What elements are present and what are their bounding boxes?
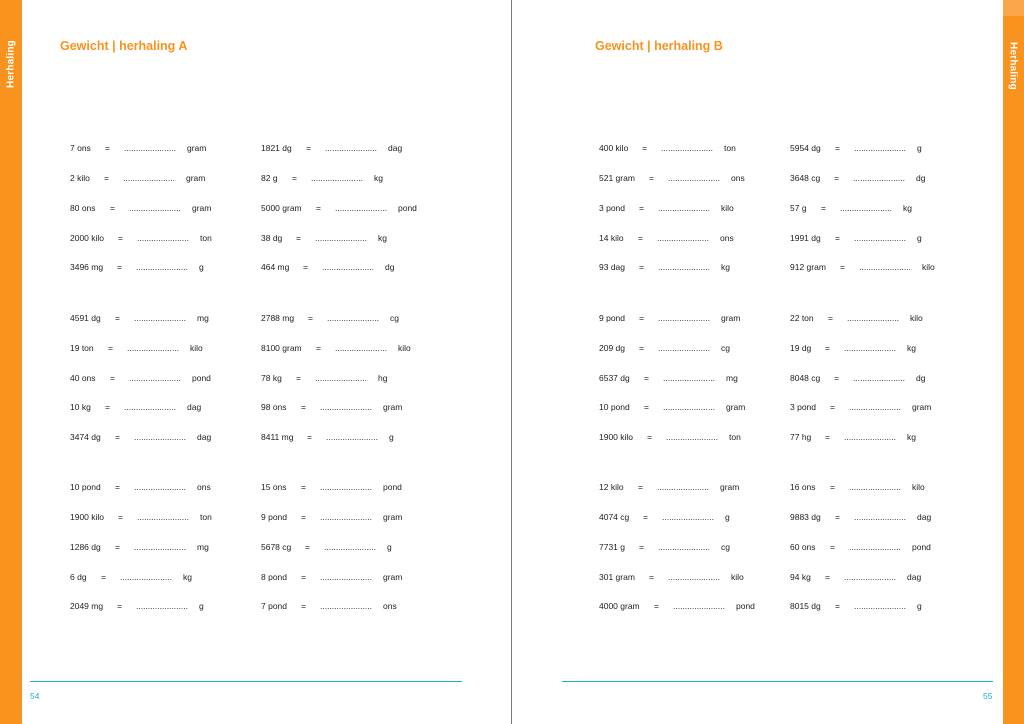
exercise-target-unit: kg <box>378 233 387 243</box>
equals-sign: = <box>642 143 647 153</box>
exercise-target-unit: gram <box>192 203 212 213</box>
equals-sign: = <box>639 542 644 552</box>
exercise-target-unit: kg <box>374 173 383 183</box>
exercise-target-unit: gram <box>186 173 206 183</box>
exercise-amount: 464 mg <box>261 262 290 272</box>
answer-blank[interactable]: ...................... <box>854 512 906 522</box>
exercise-amount: 8100 gram <box>261 343 302 353</box>
exercise-target-unit: ton <box>200 233 212 243</box>
answer-blank[interactable]: ...................... <box>134 432 186 442</box>
equals-sign: = <box>830 542 835 552</box>
exercise-amount: 19 dg <box>790 343 812 353</box>
equals-sign: = <box>308 313 313 323</box>
exercise-amount: 2049 mg <box>70 601 104 611</box>
exercise-amount: 4074 cg <box>599 512 630 522</box>
exercise-amount: 1286 dg <box>70 542 101 552</box>
answer-blank[interactable]: ...................... <box>853 173 905 183</box>
equals-sign: = <box>110 373 115 383</box>
equals-sign: = <box>840 262 845 272</box>
exercise-amount: 16 ons <box>790 482 816 492</box>
answer-blank[interactable]: ...................... <box>663 373 715 383</box>
answer-blank[interactable]: ...................... <box>324 542 376 552</box>
answer-blank[interactable]: ...................... <box>658 203 710 213</box>
exercise-amount: 80 ons <box>70 203 96 213</box>
equals-sign: = <box>649 173 654 183</box>
exercise-target-unit: kg <box>907 343 916 353</box>
exercise-amount: 57 g <box>790 203 807 213</box>
exercise-amount: 10 pond <box>70 482 101 492</box>
answer-blank[interactable]: ...................... <box>657 482 709 492</box>
exercise-amount: 10 kg <box>70 402 91 412</box>
equals-sign: = <box>821 203 826 213</box>
answer-blank[interactable]: ...................... <box>854 233 906 243</box>
answer-blank[interactable]: ...................... <box>844 343 896 353</box>
answer-blank[interactable]: ...................... <box>137 233 189 243</box>
exercise-amount: 3648 cg <box>790 173 821 183</box>
right-footer-rule <box>562 681 993 682</box>
equals-sign: = <box>101 572 106 582</box>
answer-blank[interactable]: ...................... <box>673 601 725 611</box>
exercise-amount: 521 gram <box>599 173 635 183</box>
answer-blank[interactable]: ...................... <box>137 512 189 522</box>
equals-sign: = <box>104 173 109 183</box>
answer-blank[interactable]: ...................... <box>325 143 377 153</box>
equals-sign: = <box>301 482 306 492</box>
exercise-amount: 7 ons <box>70 143 91 153</box>
exercise-target-unit: ton <box>200 512 212 522</box>
exercise-amount: 9 pond <box>599 313 625 323</box>
exercise-target-unit: pond <box>912 542 931 552</box>
equals-sign: = <box>115 542 120 552</box>
exercise-amount: 60 ons <box>790 542 816 552</box>
exercise-amount: 1821 dg <box>261 143 292 153</box>
exercise-amount: 93 dag <box>599 262 625 272</box>
exercise-amount: 209 dg <box>599 343 625 353</box>
equals-sign: = <box>835 233 840 243</box>
answer-blank[interactable]: ...................... <box>320 572 372 582</box>
equals-sign: = <box>117 601 122 611</box>
exercise-target-unit: gram <box>383 572 403 582</box>
equals-sign: = <box>830 402 835 412</box>
equals-sign: = <box>296 233 301 243</box>
exercise-target-unit: dag <box>197 432 212 442</box>
answer-blank[interactable]: ...................... <box>666 432 718 442</box>
exercise-amount: 10 pond <box>599 402 630 412</box>
exercise-target-unit: g <box>917 601 922 611</box>
exercise-target-unit: hg <box>378 373 388 383</box>
equals-sign: = <box>115 432 120 442</box>
right-tab-corner <box>1003 0 1024 16</box>
exercise-amount: 2 kilo <box>70 173 90 183</box>
exercise-target-unit: kilo <box>912 482 925 492</box>
equals-sign: = <box>643 512 648 522</box>
answer-blank[interactable]: ...................... <box>129 373 181 383</box>
exercise-target-unit: kilo <box>910 313 923 323</box>
answer-blank[interactable]: ...................... <box>136 601 188 611</box>
exercise-target-unit: kilo <box>731 572 744 582</box>
exercise-target-unit: ons <box>731 173 745 183</box>
equals-sign: = <box>105 402 110 412</box>
equals-sign: = <box>301 512 306 522</box>
answer-blank[interactable]: ...................... <box>320 482 372 492</box>
answer-blank[interactable]: ...................... <box>657 233 709 243</box>
exercise-target-unit: ons <box>720 233 734 243</box>
exercise-amount: 9 pond <box>261 512 287 522</box>
exercise-amount: 14 kilo <box>599 233 624 243</box>
equals-sign: = <box>638 233 643 243</box>
exercise-target-unit: pond <box>383 482 402 492</box>
answer-blank[interactable]: ...................... <box>124 402 176 412</box>
equals-sign: = <box>117 262 122 272</box>
left-footer-rule <box>30 681 462 682</box>
equals-sign: = <box>825 343 830 353</box>
exercise-amount: 94 kg <box>790 572 811 582</box>
exercise-amount: 4000 gram <box>599 601 640 611</box>
exercise-amount: 77 hg <box>790 432 812 442</box>
exercise-target-unit: ons <box>383 601 397 611</box>
answer-blank[interactable]: ...................... <box>658 542 710 552</box>
exercise-target-unit: g <box>725 512 730 522</box>
equals-sign: = <box>639 203 644 213</box>
answer-blank[interactable]: ...................... <box>658 262 710 272</box>
answer-blank[interactable]: ...................... <box>840 203 892 213</box>
equals-sign: = <box>647 432 652 442</box>
exercise-amount: 301 gram <box>599 572 635 582</box>
answer-blank[interactable]: ...................... <box>134 542 186 552</box>
equals-sign: = <box>301 601 306 611</box>
equals-sign: = <box>296 373 301 383</box>
exercise-amount: 3 pond <box>599 203 625 213</box>
exercise-target-unit: dg <box>385 262 395 272</box>
exercise-amount: 7731 g <box>599 542 625 552</box>
answer-blank[interactable]: ...................... <box>854 143 906 153</box>
exercise-amount: 3474 dg <box>70 432 101 442</box>
exercise-target-unit: kg <box>183 572 192 582</box>
answer-blank[interactable]: ...................... <box>844 572 896 582</box>
page-gutter <box>511 0 512 724</box>
exercise-amount: 40 ons <box>70 373 96 383</box>
answer-blank[interactable]: ...................... <box>315 373 367 383</box>
left-side-tab-label: Herhaling <box>5 40 17 88</box>
equals-sign: = <box>828 313 833 323</box>
equals-sign: = <box>115 482 120 492</box>
equals-sign: = <box>825 432 830 442</box>
answer-blank[interactable]: ...................... <box>129 203 181 213</box>
exercise-target-unit: g <box>917 143 922 153</box>
answer-blank[interactable]: ...................... <box>127 343 179 353</box>
exercise-target-unit: gram <box>187 143 207 153</box>
equals-sign: = <box>301 402 306 412</box>
answer-blank[interactable]: ...................... <box>854 601 906 611</box>
exercise-target-unit: ton <box>724 143 736 153</box>
answer-blank[interactable]: ...................... <box>335 343 387 353</box>
answer-blank[interactable]: ...................... <box>849 402 901 412</box>
exercise-target-unit: gram <box>383 512 403 522</box>
equals-sign: = <box>316 203 321 213</box>
answer-blank[interactable]: ...................... <box>327 313 379 323</box>
equals-sign: = <box>292 173 297 183</box>
exercise-target-unit: g <box>917 233 922 243</box>
exercise-target-unit: dg <box>916 173 926 183</box>
exercise-amount: 9883 dg <box>790 512 821 522</box>
exercise-target-unit: g <box>199 262 204 272</box>
answer-blank[interactable]: ...................... <box>311 173 363 183</box>
exercise-target-unit: dag <box>187 402 202 412</box>
exercise-target-unit: dag <box>388 143 403 153</box>
answer-blank[interactable]: ...................... <box>661 143 713 153</box>
left-page-title: Gewicht | herhaling A <box>60 39 188 53</box>
equals-sign: = <box>118 512 123 522</box>
exercise-amount: 400 kilo <box>599 143 629 153</box>
exercise-target-unit: kg <box>903 203 912 213</box>
equals-sign: = <box>108 343 113 353</box>
answer-blank[interactable]: ...................... <box>335 203 387 213</box>
exercise-amount: 4591 dg <box>70 313 101 323</box>
exercise-amount: 15 ons <box>261 482 287 492</box>
answer-blank[interactable]: ...................... <box>320 512 372 522</box>
exercise-target-unit: cg <box>721 343 730 353</box>
left-page-number: 54 <box>30 691 40 701</box>
equals-sign: = <box>638 482 643 492</box>
exercise-target-unit: g <box>387 542 392 552</box>
exercise-target-unit: gram <box>721 313 741 323</box>
equals-sign: = <box>830 482 835 492</box>
equals-sign: = <box>110 203 115 213</box>
equals-sign: = <box>834 373 839 383</box>
answer-blank[interactable]: ...................... <box>859 262 911 272</box>
exercise-amount: 82 g <box>261 173 278 183</box>
equals-sign: = <box>639 262 644 272</box>
answer-blank[interactable]: ...................... <box>326 432 378 442</box>
exercise-amount: 8411 mg <box>261 432 294 442</box>
exercise-target-unit: gram <box>912 402 932 412</box>
answer-blank[interactable]: ...................... <box>853 373 905 383</box>
equals-sign: = <box>649 572 654 582</box>
exercise-target-unit: mg <box>197 313 209 323</box>
exercise-amount: 12 kilo <box>599 482 624 492</box>
exercise-amount: 2000 kilo <box>70 233 105 243</box>
exercise-amount: 912 gram <box>790 262 826 272</box>
equals-sign: = <box>639 343 644 353</box>
exercise-target-unit: kilo <box>190 343 203 353</box>
exercise-amount: 5000 gram <box>261 203 302 213</box>
exercise-amount: 1900 kilo <box>599 432 634 442</box>
exercise-target-unit: dag <box>907 572 922 582</box>
exercise-target-unit: mg <box>726 373 738 383</box>
exercise-amount: 38 dg <box>261 233 283 243</box>
exercise-target-unit: pond <box>398 203 417 213</box>
exercise-target-unit: kg <box>907 432 916 442</box>
answer-blank[interactable]: ...................... <box>668 572 720 582</box>
answer-blank[interactable]: ...................... <box>134 313 186 323</box>
exercise-amount: 3496 mg <box>70 262 104 272</box>
answer-blank[interactable]: ...................... <box>124 143 176 153</box>
exercise-target-unit: pond <box>192 373 211 383</box>
answer-blank[interactable]: ...................... <box>136 262 188 272</box>
right-page-title: Gewicht | herhaling B <box>595 39 723 53</box>
exercise-target-unit: gram <box>383 402 403 412</box>
equals-sign: = <box>305 542 310 552</box>
exercise-amount: 8 pond <box>261 572 287 582</box>
answer-blank[interactable]: ...................... <box>320 601 372 611</box>
equals-sign: = <box>835 143 840 153</box>
exercise-amount: 5954 dg <box>790 143 821 153</box>
exercise-amount: 5678 cg <box>261 542 292 552</box>
equals-sign: = <box>834 173 839 183</box>
answer-blank[interactable]: ...................... <box>658 313 710 323</box>
exercise-target-unit: g <box>199 601 204 611</box>
equals-sign: = <box>835 512 840 522</box>
equals-sign: = <box>316 343 321 353</box>
answer-blank[interactable]: ...................... <box>320 402 372 412</box>
exercise-target-unit: ton <box>729 432 741 442</box>
answer-blank[interactable]: ...................... <box>849 482 901 492</box>
exercise-target-unit: gram <box>726 402 746 412</box>
equals-sign: = <box>825 572 830 582</box>
left-side-tab <box>0 0 22 724</box>
equals-sign: = <box>115 313 120 323</box>
equals-sign: = <box>639 313 644 323</box>
answer-blank[interactable]: ...................... <box>322 262 374 272</box>
exercise-target-unit: cg <box>721 542 730 552</box>
exercise-target-unit: kilo <box>721 203 734 213</box>
equals-sign: = <box>105 143 110 153</box>
equals-sign: = <box>644 373 649 383</box>
right-side-tab <box>1003 0 1024 724</box>
equals-sign: = <box>307 432 312 442</box>
exercise-amount: 6 dg <box>70 572 87 582</box>
equals-sign: = <box>303 262 308 272</box>
equals-sign: = <box>644 402 649 412</box>
exercise-amount: 8048 cg <box>790 373 821 383</box>
exercise-target-unit: g <box>389 432 394 442</box>
exercise-amount: 2788 mg <box>261 313 295 323</box>
answer-blank[interactable]: ...................... <box>315 233 367 243</box>
exercise-amount: 98 ons <box>261 402 287 412</box>
exercise-amount: 3 pond <box>790 402 816 412</box>
right-side-tab-label: Herhaling <box>1007 42 1019 90</box>
exercise-target-unit: pond <box>736 601 755 611</box>
answer-blank[interactable]: ...................... <box>663 402 715 412</box>
exercise-target-unit: kilo <box>922 262 935 272</box>
answer-blank[interactable]: ...................... <box>662 512 714 522</box>
equals-sign: = <box>301 572 306 582</box>
answer-blank[interactable]: ...................... <box>847 313 899 323</box>
exercise-target-unit: kg <box>721 262 730 272</box>
exercise-target-unit: dag <box>917 512 932 522</box>
exercise-target-unit: mg <box>197 542 209 552</box>
equals-sign: = <box>118 233 123 243</box>
exercise-amount: 78 kg <box>261 373 282 383</box>
equals-sign: = <box>835 601 840 611</box>
exercise-amount: 1900 kilo <box>70 512 105 522</box>
equals-sign: = <box>306 143 311 153</box>
exercise-target-unit: gram <box>720 482 740 492</box>
exercise-amount: 6537 dg <box>599 373 630 383</box>
answer-blank[interactable]: ...................... <box>668 173 720 183</box>
exercise-amount: 22 ton <box>790 313 814 323</box>
exercise-amount: 7 pond <box>261 601 287 611</box>
exercise-target-unit: cg <box>390 313 399 323</box>
exercise-target-unit: ons <box>197 482 211 492</box>
answer-blank[interactable]: ...................... <box>134 482 186 492</box>
answer-blank[interactable]: ...................... <box>844 432 896 442</box>
exercise-amount: 1991 dg <box>790 233 821 243</box>
exercise-target-unit: dg <box>916 373 926 383</box>
answer-blank[interactable]: ...................... <box>123 173 175 183</box>
answer-blank[interactable]: ...................... <box>120 572 172 582</box>
exercise-target-unit: kilo <box>398 343 411 353</box>
exercise-amount: 8015 dg <box>790 601 821 611</box>
equals-sign: = <box>654 601 659 611</box>
right-page-number: 55 <box>983 691 993 701</box>
answer-blank[interactable]: ...................... <box>849 542 901 552</box>
exercise-amount: 19 ton <box>70 343 94 353</box>
answer-blank[interactable]: ...................... <box>658 343 710 353</box>
